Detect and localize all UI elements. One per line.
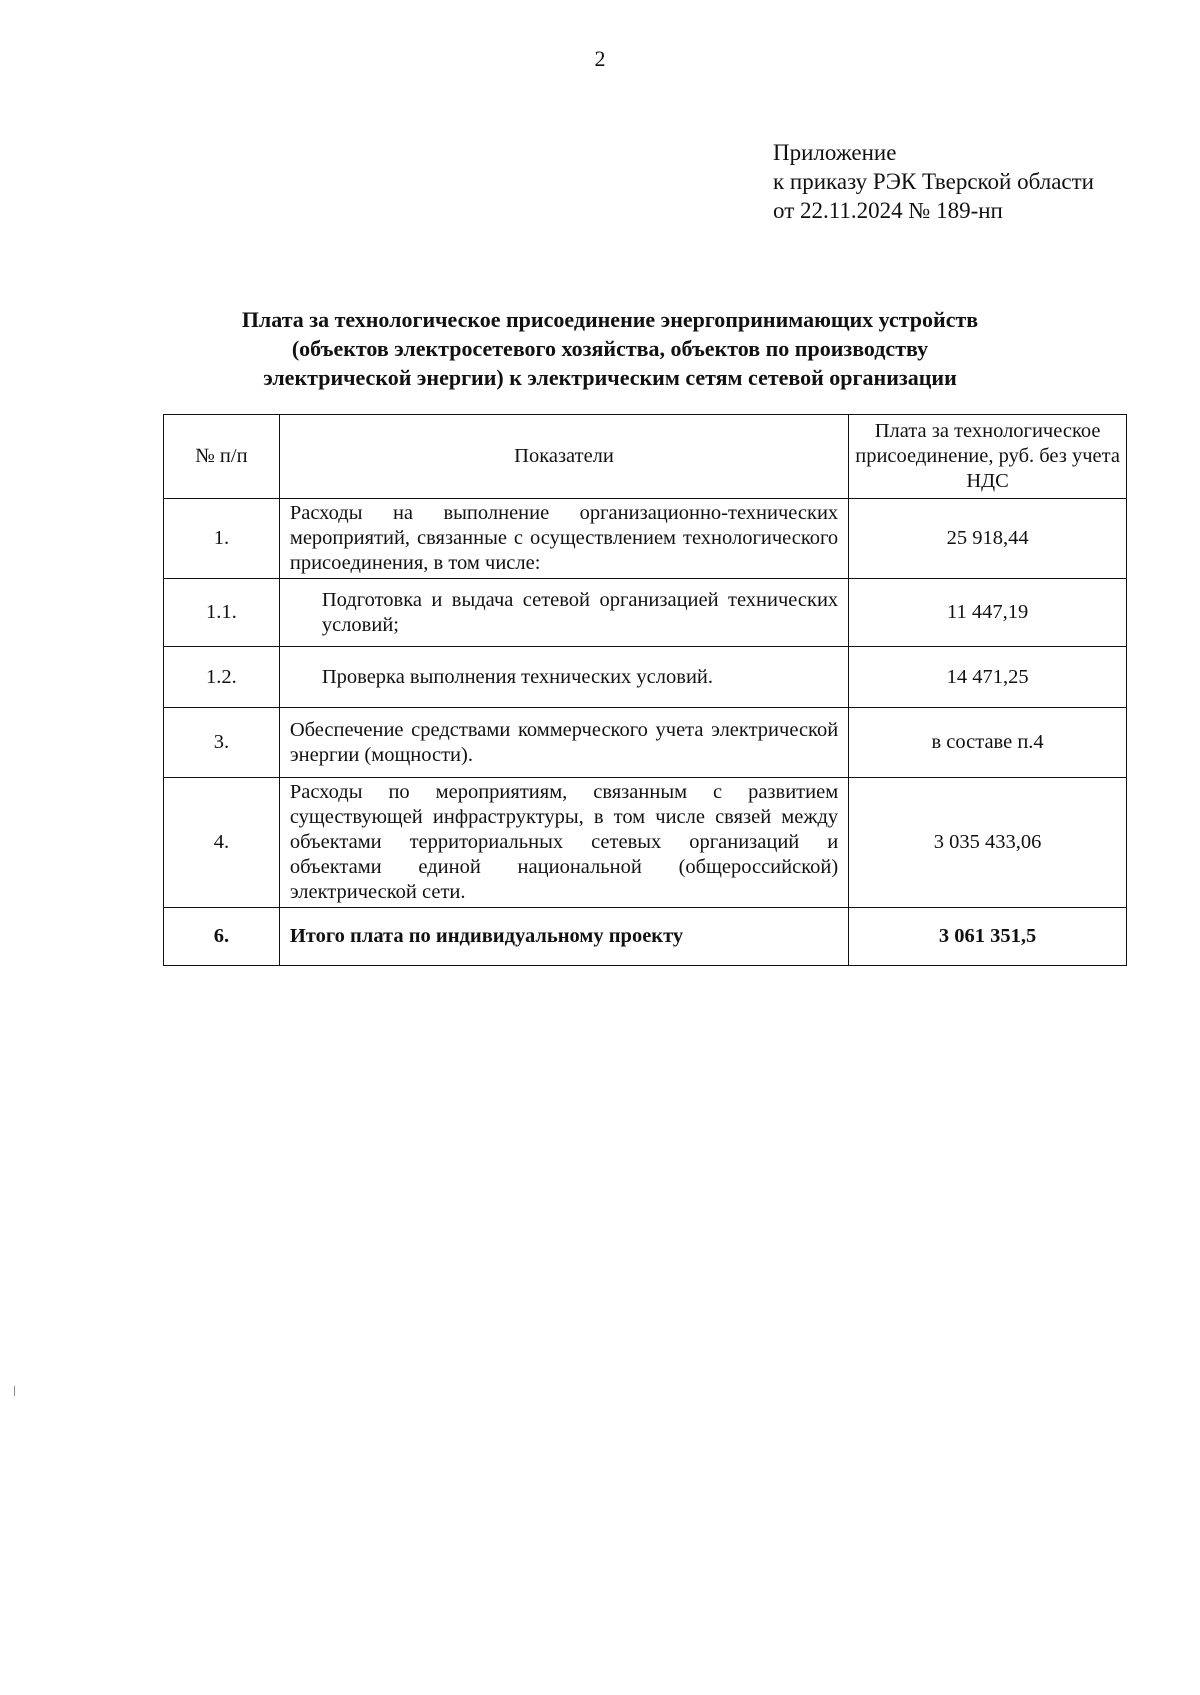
row-fee: 3 035 433,06 bbox=[849, 778, 1127, 908]
table-row bbox=[164, 647, 1127, 708]
table-row-total bbox=[164, 908, 1127, 966]
row-num: 6. bbox=[164, 908, 280, 966]
fee-table bbox=[163, 414, 1127, 966]
table-row bbox=[164, 708, 1127, 778]
row-fee: 25 918,44 bbox=[849, 499, 1127, 579]
scan-mark bbox=[14, 1386, 15, 1396]
row-fee: 3 061 351,5 bbox=[849, 908, 1127, 966]
title-line: электрической энергии) к электрическим сетям сетевой организации bbox=[263, 365, 957, 390]
appendix-line: к приказу РЭК Тверской области bbox=[773, 169, 1094, 194]
title-line: Плата за технологическое присоединение энергопринимающих устройств bbox=[241, 307, 979, 332]
row-num: 1. bbox=[164, 499, 280, 579]
row-fee: 14 471,25 bbox=[849, 647, 1127, 708]
row-num: 1.2. bbox=[164, 647, 280, 708]
row-desc: Проверка выполнения технических условий. bbox=[279, 647, 848, 708]
page-number: 2 bbox=[594, 46, 606, 71]
header-num: № п/п bbox=[164, 415, 280, 499]
row-num: 4. bbox=[164, 778, 280, 908]
row-num: 1.1. bbox=[164, 579, 280, 647]
row-desc: Расходы по мероприятиям, связанным с развитием существующей инфраструктуры, в том числе связей между объектами территориальных сетевых организаций и объектами единой национальной (общероссийской) электрической сети. bbox=[279, 778, 848, 908]
row-num: 3. bbox=[164, 708, 280, 778]
table-header-row bbox=[164, 415, 1127, 499]
table-row bbox=[164, 778, 1127, 908]
row-desc: Обеспечение средствами коммерческого учета электрической энергии (мощности). bbox=[279, 708, 848, 778]
header-fee: Плата за технологическое присоединение, руб. без учета НДС bbox=[849, 415, 1127, 499]
appendix-block bbox=[773, 138, 1094, 225]
row-desc: Расходы на выполнение организационно-технических мероприятий, связанные с осуществлением технологического присоединения, в том числе: bbox=[279, 499, 848, 579]
table-row bbox=[164, 579, 1127, 647]
row-desc: Итого плата по индивидуальному проекту bbox=[279, 908, 848, 966]
appendix-line: Приложение bbox=[773, 140, 897, 165]
header-desc: Показатели bbox=[279, 415, 848, 499]
title-line: (объектов электросетевого хозяйства, объектов по производству bbox=[291, 336, 929, 361]
row-fee: 11 447,19 bbox=[849, 579, 1127, 647]
table-row bbox=[164, 499, 1127, 579]
row-fee: в составе п.4 bbox=[849, 708, 1127, 778]
appendix-line: от 22.11.2024 № 189-нп bbox=[773, 198, 1003, 223]
document-title bbox=[180, 305, 1040, 392]
row-desc: Подготовка и выдача сетевой организацией технических условий; bbox=[279, 579, 848, 647]
